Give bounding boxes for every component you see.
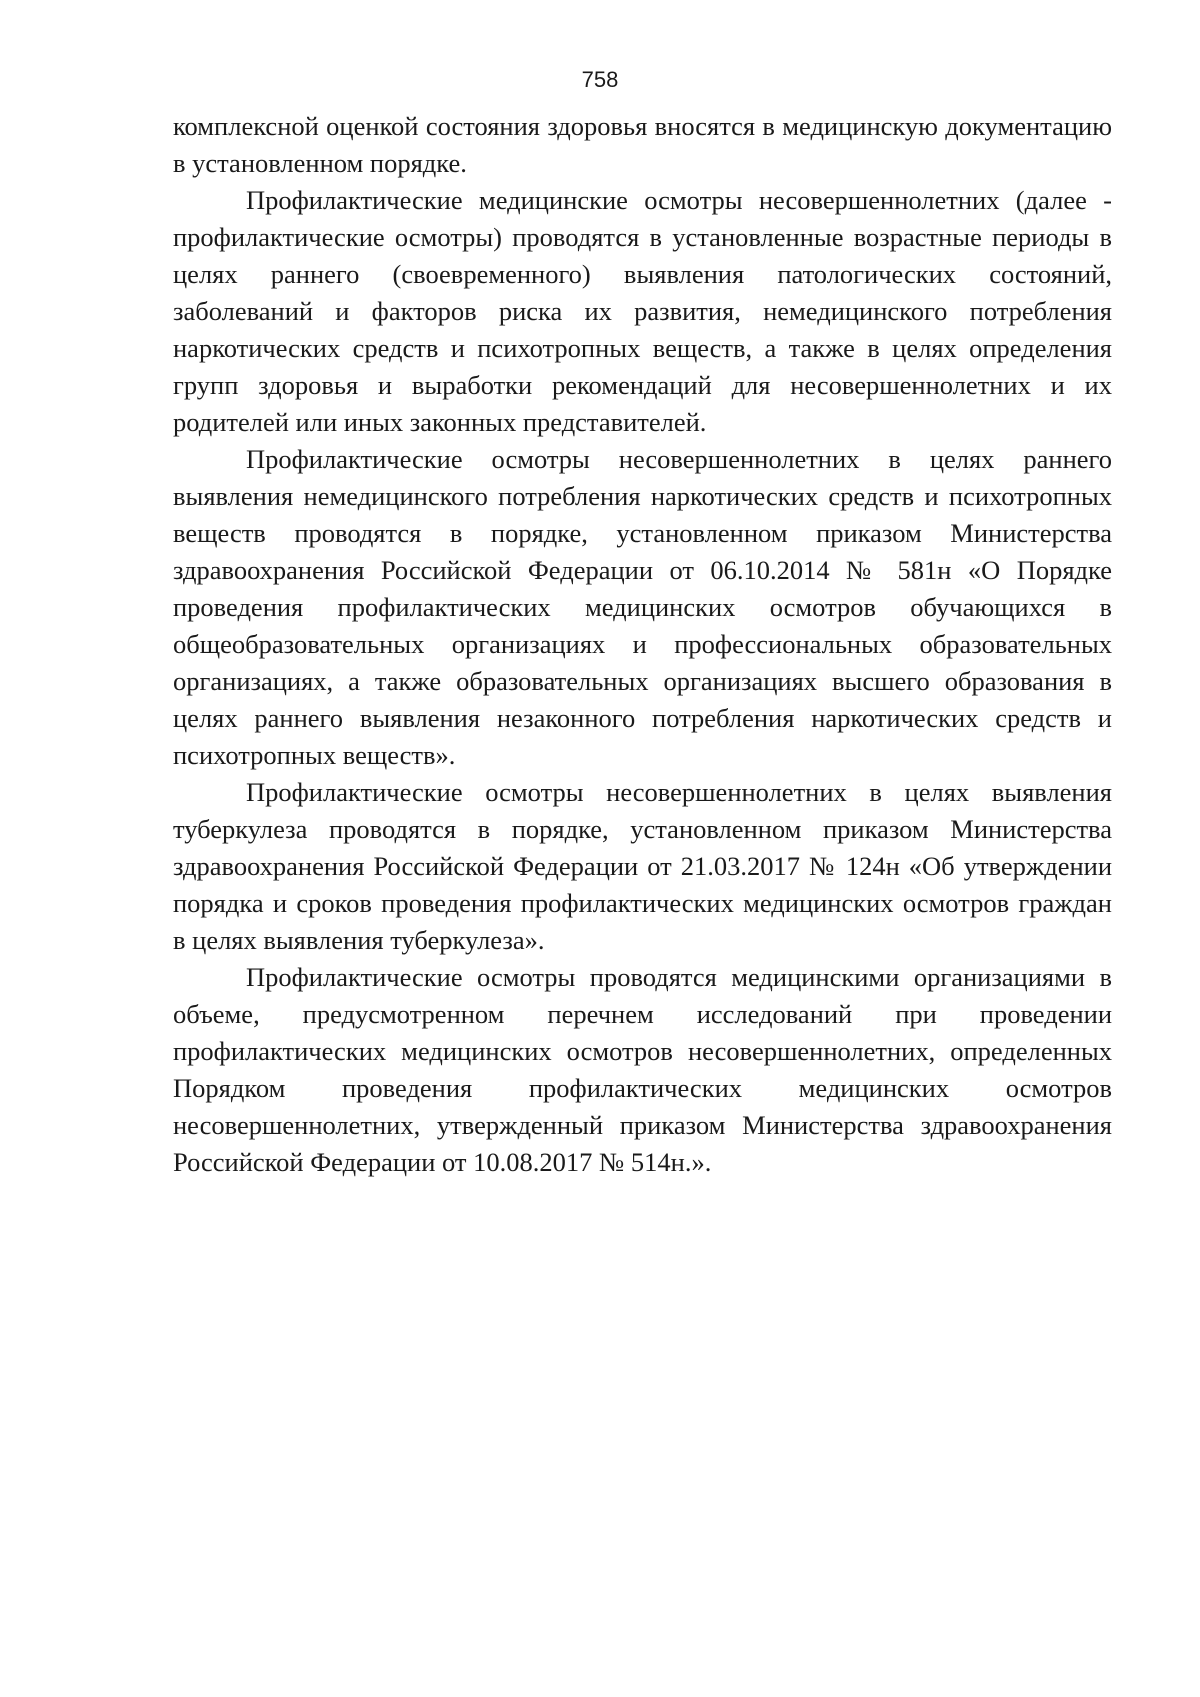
paragraph-2: Профилактические медицинские осмотры несовершеннолетних (далее - профилактические осмотры) проводятся в установленные возрастные периоды в целях раннего (своевременного) выявления патологических состояний, заболеваний и факторов риска их развития, немедицинского потребления наркотических средств и психотропных веществ, а также в целях определения групп здоровья и выработки рекомендаций для несовершеннолетних и их родителей или иных законных представителей. bbox=[173, 185, 1112, 437]
paragraph-5: Профилактические осмотры проводятся медицинскими организациями в объеме, предусмотренном перечнем исследований при проведении профилактических медицинских осмотров несовершеннолетних, определенных Порядком проведения профилактических медицинских осмотров несовершеннолетних, утвержденный приказом Министерства здравоохранения Российской Федерации от 10.08.2017 № 514н.». bbox=[173, 962, 1112, 1177]
paragraph-1: комплексной оценкой состояния здоровья вносятся в медицинскую документацию в установленном порядке. bbox=[173, 111, 1112, 178]
page-number: 758 bbox=[581, 67, 619, 92]
paragraph-3: Профилактические осмотры несовершеннолетних в целях раннего выявления немедицинского потребления наркотических средств и психотропных веществ проводятся в порядке, установленном приказом Министерства здравоохранения Российской Федерации от 06.10.2014 № 581н «О Порядке проведения профилактических медицинских осмотров обучающихся в общеобразовательных организациях и профессиональных образовательных организациях, а также образовательных организациях высшего образования в целях раннего выявления незаконного потребления наркотических средств и психотропных веществ». bbox=[173, 444, 1112, 770]
paragraph-4: Профилактические осмотры несовершеннолетних в целях выявления туберкулеза проводятся в порядке, установленном приказом Министерства здравоохранения Российской Федерации от 21.03.2017 № 124н «Об утверждении порядка и сроков проведения профилактических медицинских осмотров граждан в целях выявления туберкулеза». bbox=[173, 777, 1112, 955]
document-body bbox=[173, 108, 1112, 1181]
